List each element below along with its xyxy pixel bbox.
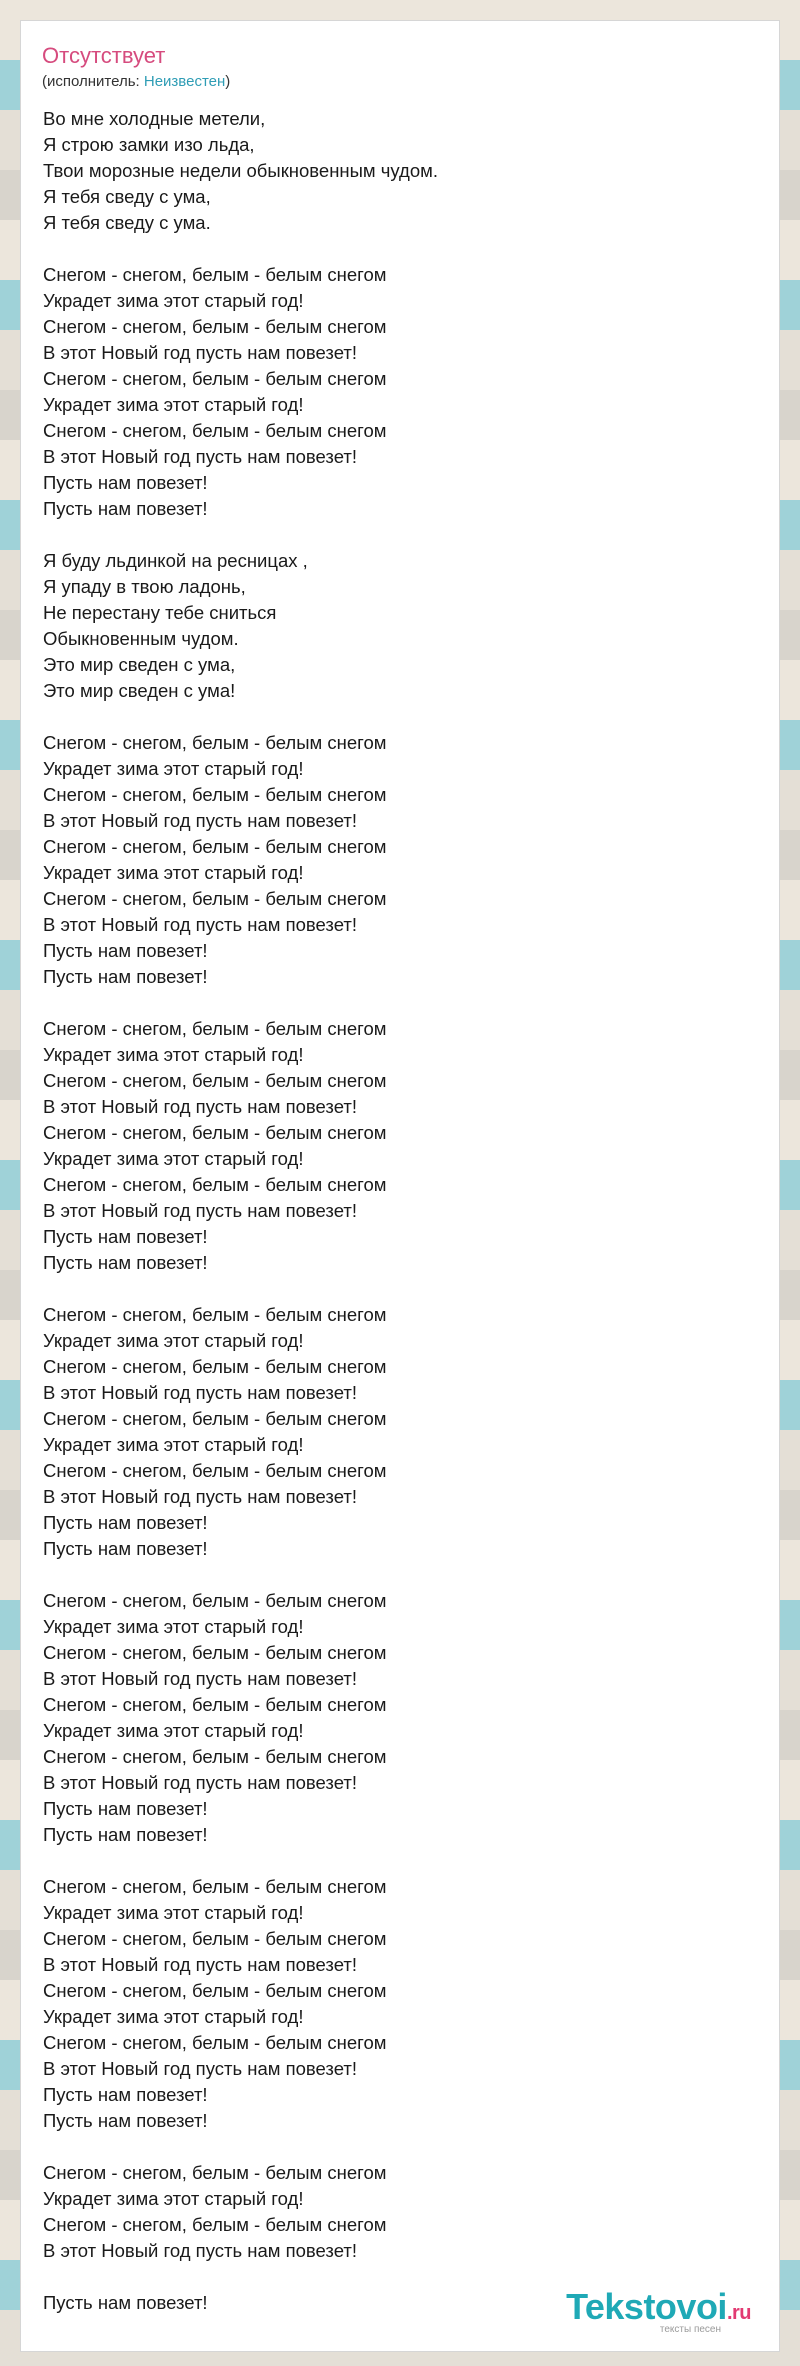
logo-tagline: тексты песен	[659, 2324, 721, 2335]
lyric-line: Снегом - снегом, белым - белым снегом	[43, 1460, 387, 1481]
lyrics-card	[20, 20, 780, 2352]
lyric-line: Снегом - снегом, белым - белым снегом	[43, 732, 387, 753]
lyric-line: Украдет зима этот старый год!	[43, 2188, 304, 2209]
logo-main-text: Tekstovoi	[566, 2286, 727, 2327]
lyric-line: Снегом - снегом, белым - белым снегом	[43, 888, 387, 909]
lyric-line: Украдет зима этот старый год!	[43, 290, 304, 311]
lyric-line: Я упаду в твою ладонь,	[43, 576, 246, 597]
lyric-line: Снегом - снегом, белым - белым снегом	[43, 1980, 387, 2001]
artist-link[interactable]: Неизвестен	[143, 73, 226, 90]
lyric-line: Я строю замки изо льда,	[43, 134, 255, 155]
lyric-line: В этот Новый год пусть нам повезет!	[43, 342, 357, 363]
lyric-line: Пусть нам повезет!	[43, 472, 208, 493]
lyric-line: Пусть нам повезет!	[43, 1252, 208, 1273]
lyric-line: В этот Новый год пусть нам повезет!	[43, 1486, 357, 1507]
lyric-line: В этот Новый год пусть нам повезет!	[43, 2058, 357, 2079]
lyric-line: Снегом - снегом, белым - белым снегом	[43, 264, 387, 285]
lyric-line: Снегом - снегом, белым - белым снегом	[43, 1876, 387, 1897]
lyric-line: Снегом - снегом, белым - белым снегом	[43, 1408, 387, 1429]
lyric-line: В этот Новый год пусть нам повезет!	[43, 810, 357, 831]
lyric-line: Пусть нам повезет!	[43, 1538, 208, 1559]
lyric-line: Снегом - снегом, белым - белым снегом	[43, 1070, 387, 1091]
lyric-line: Украдет зима этот старый год!	[43, 2006, 304, 2027]
lyric-line: Снегом - снегом, белым - белым снегом	[43, 368, 387, 389]
lyric-line: Снегом - снегом, белым - белым снегом	[43, 1928, 387, 1949]
stanza-break	[43, 704, 743, 730]
lyric-line: Украдет зима этот старый год!	[43, 1720, 304, 1741]
lyric-line: Я тебя сведу с ума,	[43, 186, 211, 207]
logo-wordmark	[566, 2286, 751, 2328]
lyric-line: Не перестану тебе сниться	[43, 602, 277, 623]
stanza-break	[43, 236, 743, 262]
lyric-line: Снегом - снегом, белым - белым снегом	[43, 1174, 387, 1195]
lyric-line: Снегом - снегом, белым - белым снегом	[43, 1018, 387, 1039]
stanza-break	[43, 2134, 743, 2160]
lyric-line: Я тебя сведу с ума.	[43, 212, 211, 233]
lyric-line: Я буду льдинкой на ресницах ,	[43, 550, 308, 571]
lyric-line: Пусть нам повезет!	[43, 2084, 208, 2105]
lyric-line: Во мне холодные метели,	[43, 108, 266, 129]
lyric-line: Снегом - снегом, белым - белым снегом	[43, 1304, 387, 1325]
lyric-line: Украдет зима этот старый год!	[43, 394, 304, 415]
lyric-line: Снегом - снегом, белым - белым снегом	[43, 1642, 387, 1663]
lyric-line: Украдет зима этот старый год!	[43, 1148, 304, 1169]
lyric-line: Снегом - снегом, белым - белым снегом	[43, 2032, 387, 2053]
lyric-line: Украдет зима этот старый год!	[43, 1330, 304, 1351]
lyric-line: Это мир сведен с ума!	[43, 680, 236, 701]
lyric-line: Пусть нам повезет!	[43, 1226, 208, 1247]
lyric-line: Снегом - снегом, белым - белым снегом	[43, 1356, 387, 1377]
lyric-line: Снегом - снегом, белым - белым снегом	[43, 1746, 387, 1767]
lyric-line: Пусть нам повезет!	[43, 2110, 208, 2131]
lyric-line: Пусть нам повезет!	[43, 966, 208, 987]
site-logo[interactable]	[566, 2286, 751, 2335]
lyric-line: Пусть нам повезет!	[43, 940, 208, 961]
lyric-line: Снегом - снегом, белым - белым снегом	[43, 784, 387, 805]
lyric-line: Пусть нам повезет!	[43, 2292, 208, 2313]
lyric-line: В этот Новый год пусть нам повезет!	[43, 1096, 357, 1117]
lyric-line: Пусть нам повезет!	[43, 1824, 208, 1845]
stanza-break	[43, 1276, 743, 1302]
lyric-line: В этот Новый год пусть нам повезет!	[43, 1200, 357, 1221]
lyric-line: В этот Новый год пусть нам повезет!	[43, 1772, 357, 1793]
artist-prefix: (исполнитель:	[42, 73, 144, 90]
lyric-line: В этот Новый год пусть нам повезет!	[43, 1382, 357, 1403]
lyric-line: Украдет зима этот старый год!	[43, 1044, 304, 1065]
lyric-line: Снегом - снегом, белым - белым снегом	[43, 1590, 387, 1611]
lyric-line: Снегом - снегом, белым - белым снегом	[43, 420, 387, 441]
song-title: Отсутствует	[42, 43, 166, 68]
lyric-line: Снегом - снегом, белым - белым снегом	[43, 2162, 387, 2183]
lyric-line: Украдет зима этот старый год!	[43, 1902, 304, 1923]
lyric-line: Украдет зима этот старый год!	[43, 758, 304, 779]
lyric-line: Твои морозные недели обыкновенным чудом.	[43, 160, 439, 181]
lyric-line: Пусть нам повезет!	[43, 498, 208, 519]
artist-suffix: )	[225, 73, 231, 90]
lyric-line: Обыкновенным чудом.	[43, 628, 239, 649]
lyric-line: Это мир сведен с ума,	[43, 654, 236, 675]
lyric-line: Украдет зима этот старый год!	[43, 1434, 304, 1455]
lyric-line: В этот Новый год пусть нам повезет!	[43, 1668, 357, 1689]
lyric-line: Пусть нам повезет!	[43, 1798, 208, 1819]
lyric-line: В этот Новый год пусть нам повезет!	[43, 914, 357, 935]
lyric-line: Украдет зима этот старый год!	[43, 1616, 304, 1637]
lyric-line: Украдет зима этот старый год!	[43, 862, 304, 883]
stanza-break	[43, 990, 743, 1016]
stanza-break	[43, 522, 743, 548]
logo-tld: .ru	[726, 2302, 751, 2324]
stanza-break	[43, 1562, 743, 1588]
lyric-line: Пусть нам повезет!	[43, 1512, 208, 1533]
lyrics-body	[43, 106, 743, 2316]
lyric-line: Снегом - снегом, белым - белым снегом	[43, 316, 387, 337]
lyric-line: Снегом - снегом, белым - белым снегом	[43, 836, 387, 857]
lyric-line: В этот Новый год пусть нам повезет!	[43, 1954, 357, 1975]
lyric-line: В этот Новый год пусть нам повезет!	[43, 446, 357, 467]
lyric-line: Снегом - снегом, белым - белым снегом	[43, 1122, 387, 1143]
lyric-line: Снегом - снегом, белым - белым снегом	[43, 1694, 387, 1715]
lyric-line: Снегом - снегом, белым - белым снегом	[43, 2214, 387, 2235]
artist-line	[42, 73, 230, 90]
stanza-break	[43, 1848, 743, 1874]
lyric-line: В этот Новый год пусть нам повезет!	[43, 2240, 357, 2261]
